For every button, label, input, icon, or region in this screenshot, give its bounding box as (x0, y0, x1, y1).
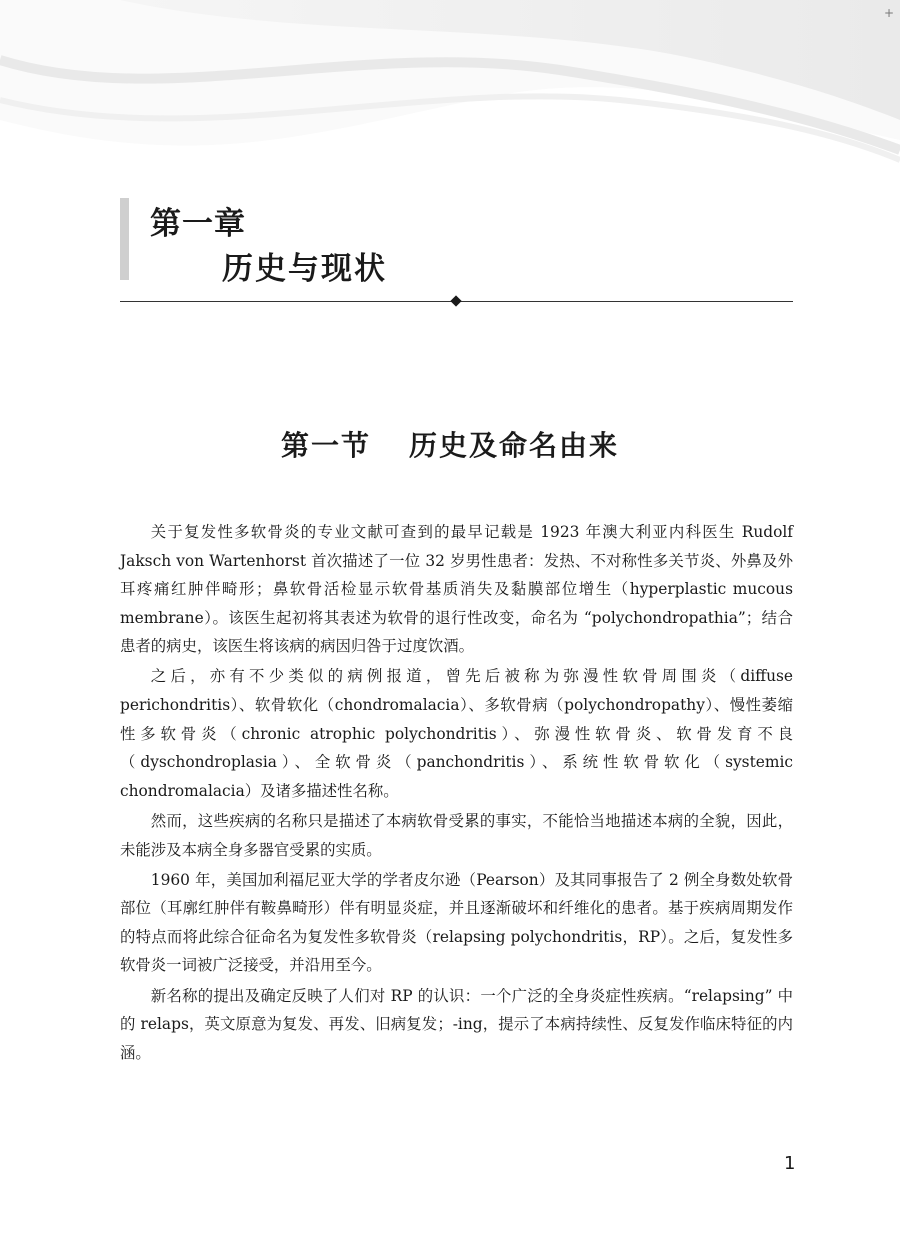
paragraph: 之后，亦有不少类似的病例报道，曾先后被称为弥漫性软骨周围炎（diffuse perichondritis）、软骨软化（chondromalacia）、多软骨病（polychondropathy）、慢性萎缩性多软骨炎（chronic atrophic polychondritis）、弥漫性软骨炎、软骨发育不良（dyschondroplasia）、全软骨炎（panchondritis）、系统性软骨软化（systemic chondromalacia）及诸多描述性名称。 (120, 667, 793, 800)
page-number: 1 (784, 1153, 796, 1174)
paragraph: 关于复发性多软骨炎的专业文献可查到的最早记载是 1923 年澳大利亚内科医生 Rudolf Jaksch von Wartenhorst 首次描述了一位 32 岁男性患者：发热、不对称性多关节炎、外鼻及外耳疼痛红肿伴畸形；鼻软骨活检显示软骨基质消失及黏膜部位增生（hyperplastic mucous membrane）。该医生起初将其表述为软骨的退行性改变，命名为 “polychondropathia”；结合患者的病史，该医生将该病的病因归咎于过度饮酒。 (120, 523, 793, 656)
chapter-title: 历史与现状 (222, 251, 387, 287)
divider-diamond-ornament (450, 295, 461, 306)
section-number: 第一节 (280, 429, 371, 462)
section-title: 历史及命名由来 (409, 429, 620, 462)
body-text (120, 518, 793, 1069)
paragraph: 1960 年，美国加利福尼亚大学的学者皮尔逊（Pearson）及其同事报告了 2 例全身数处软骨部位（耳廓红肿伴有鞍鼻畸形）伴有明显炎症，并且逐渐破坏和纤维化的患者。基于疾病周期发作的特点而将此综合征命名为复发性多软骨炎（relapsing polychondritis，RP）。之后，复发性多软骨炎一词被广泛接受，并沿用至今。 (120, 870, 793, 975)
chapter-number: 第一章 (150, 206, 246, 242)
paragraph: 新名称的提出及确定反映了人们对 RP 的认识：一个广泛的全身炎症性疾病。“relapsing” 中的 relaps，英文原意为复发、再发、旧病复发；-ing，提示了本病持续性、反复发作临床特征的内涵。 (120, 986, 793, 1062)
section-heading (0, 424, 900, 464)
paragraph: 然而，这些疾病的名称只是描述了本病软骨受累的事实，不能恰当地描述本病的全貌，因此，未能涉及本病全身多器官受累的实质。 (120, 811, 793, 859)
header-wave-decoration (0, 0, 900, 170)
chapter-accent-bar (120, 198, 129, 280)
printer-registration-mark: + (883, 6, 894, 20)
